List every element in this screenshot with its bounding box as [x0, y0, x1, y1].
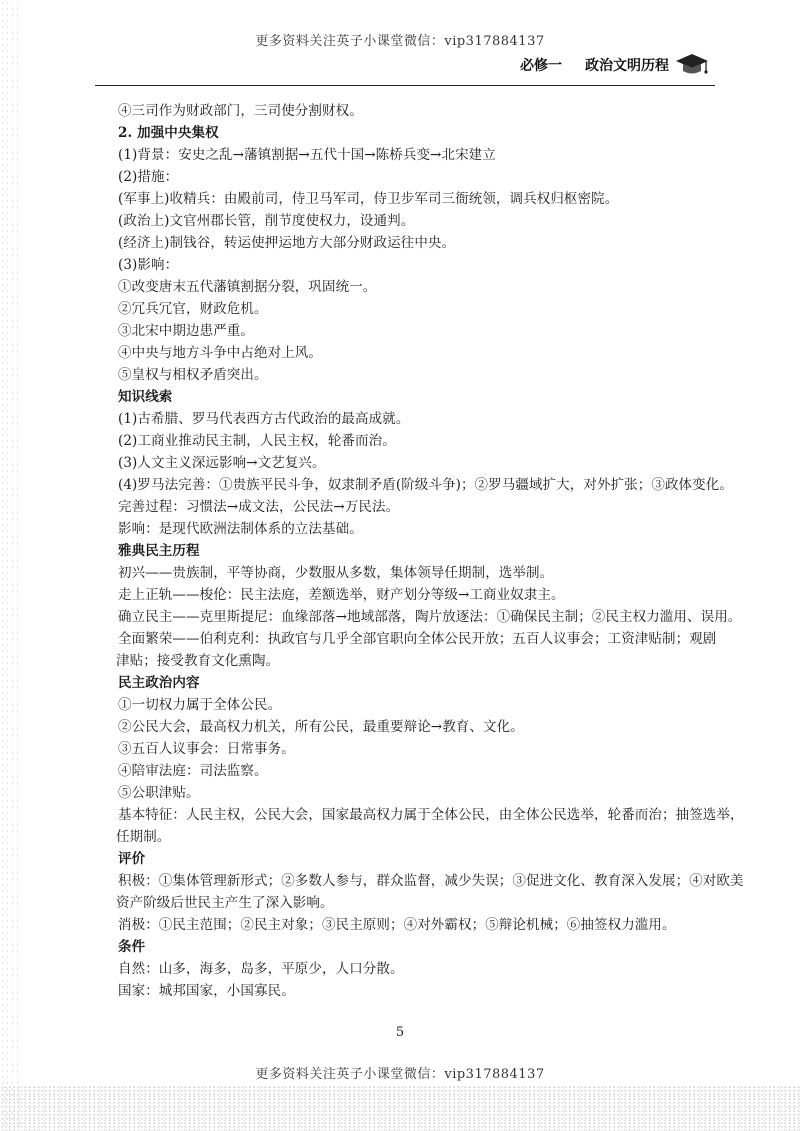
text-line: 自然：山多，海多，岛多，平原少，人口分散。 — [118, 961, 404, 977]
watermark-bottom: 更多资料关注英子小课堂微信：vip317884137 — [255, 1067, 545, 1082]
section-heading: 评价 — [118, 851, 146, 867]
text-line: (1)古希腊、罗马代表西方古代政治的最高成就。 — [118, 411, 410, 427]
text-line: ④陪审法庭：司法监察。 — [118, 763, 268, 779]
text-line: 影响：是现代欧洲法制体系的立法基础。 — [118, 521, 363, 537]
page-number: 5 — [395, 1025, 405, 1040]
text-line: (4)罗马法完善：①贵族平民斗争，奴隶制矛盾(阶级斗争)；②罗马疆域扩大，对外扩张；③政体变化。 — [118, 477, 733, 493]
graduation-cap-icon — [674, 51, 710, 81]
page-body — [116, 100, 744, 1002]
text-line: (2)措施： — [118, 169, 179, 185]
text-line: 任期制。 — [116, 829, 171, 845]
section-heading: 民主政治内容 — [118, 675, 200, 691]
text-line: ①改变唐末五代藩镇割据分裂，巩固统一。 — [118, 279, 377, 295]
scan-noise-bottom — [0, 1085, 800, 1131]
text-line: 初兴——贵族制，平等协商，少数服从多数，集体领导任期制，选举制。 — [118, 565, 554, 581]
header-volume: 必修一 — [520, 58, 562, 74]
text-line: 全面繁荣——伯利克利：执政官与几乎全部官职向全体公民开放；五百人议事会；工资津贴制；观剧 — [118, 631, 717, 647]
text-line: ②冗兵冗官，财政危机。 — [118, 301, 268, 317]
text-line: 津贴；接受教育文化熏陶。 — [116, 653, 280, 669]
text-line: 基本特征：人民主权，公民大会，国家最高权力属于全体公民，由全体公民选举，轮番而治；抽签选举， — [118, 807, 744, 823]
text-line: 国家：城邦国家，小国寡民。 — [118, 983, 295, 999]
text-line: (1)背景：安史之乱→藩镇割据→五代十国→陈桥兵变→北宋建立 — [118, 147, 496, 163]
section-heading: 雅典民主历程 — [118, 543, 200, 559]
text-line: ④中央与地方斗争中占绝对上风。 — [118, 345, 322, 361]
watermark-top: 更多资料关注英子小课堂微信：vip317884137 — [255, 34, 545, 49]
header-title: 政治文明历程 — [585, 58, 669, 74]
text-line: (3)影响： — [118, 257, 179, 273]
running-header — [520, 55, 720, 77]
text-line: (经济上)制钱谷，转运使押运地方大部分财政运往中央。 — [118, 235, 456, 251]
section-heading: 知识线索 — [118, 389, 173, 405]
scan-noise-left — [0, 0, 20, 1131]
text-line: ③北宋中期边患严重。 — [118, 323, 254, 339]
text-line: (政治上)文官州郡长管，削节度使权力，设通判。 — [118, 213, 415, 229]
section-heading: 条件 — [118, 939, 146, 955]
text-line: (2)工商业推动民主制，人民主权，轮番而治。 — [118, 433, 396, 449]
text-line: (军事上)收精兵：由殿前司，侍卫马军司，侍卫步军司三衙统领，调兵权归枢密院。 — [118, 191, 619, 207]
text-line: ⑤皇权与相权矛盾突出。 — [118, 367, 268, 383]
text-line: ④三司作为财政部门，三司使分割财权。 — [118, 103, 363, 119]
text-line: (3)人文主义深远影响→文艺复兴。 — [118, 455, 326, 471]
text-line: 走上正轨——梭伦：民主法庭，差额选举，财产划分等级→工商业奴隶主。 — [118, 587, 565, 603]
text-line: 积极：①集体管理新形式；②多数人参与，群众监督，减少失误；③促进文化、教育深入发展；④对欧美 — [118, 873, 744, 889]
text-line: ⑤公职津贴。 — [118, 785, 200, 801]
section-heading: 2. 加强中央集权 — [118, 125, 219, 141]
header-rule — [95, 85, 715, 86]
text-line: ③五百人议事会：日常事务。 — [118, 741, 295, 757]
text-line: 完善过程：习惯法→成文法，公民法→万民法。 — [118, 499, 400, 515]
text-line: 确立民主——克里斯提尼：血缘部落→地域部落，陶片放逐法：①确保民主制；②民主权力滥用、误用。 — [118, 609, 742, 625]
text-line: ②公民大会，最高权力机关，所有公民，最重要辩论→教育、文化。 — [118, 719, 524, 735]
text-line: ①一切权力属于全体公民。 — [118, 697, 282, 713]
text-line: 消极：①民主范围；②民主对象；③民主原则；④对外霸权；⑤辩论机械；⑥抽签权力滥用。 — [118, 917, 676, 933]
text-line: 资产阶级后世民主产生了深入影响。 — [116, 895, 334, 911]
